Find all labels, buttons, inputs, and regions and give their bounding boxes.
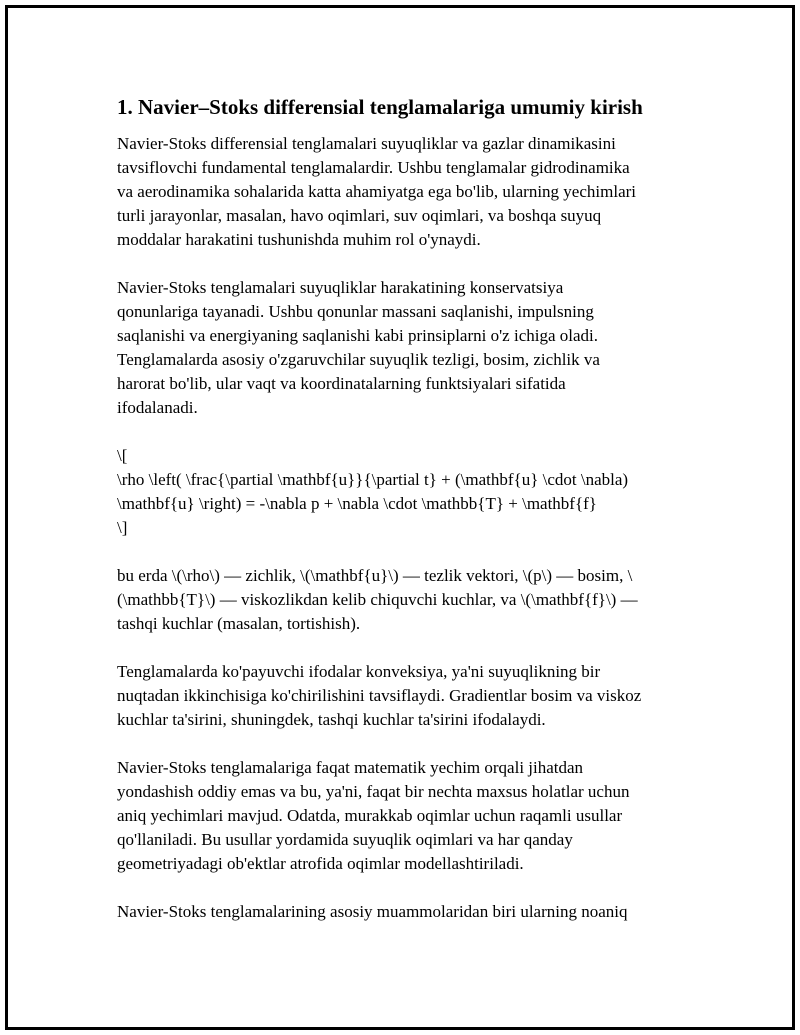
- text-line: moddalar harakatini tushunishda muhim rol o'ynaydi.: [117, 230, 481, 249]
- text-line: geometriyadagi ob'ektlar atrofida oqimlar modellashtiriladi.: [117, 854, 524, 873]
- text-line: va aerodinamika sohalarida katta ahamiyatga ega bo'lib, ularning yechimlari: [117, 182, 636, 201]
- document-body: [117, 94, 692, 948]
- text-line: Navier-Stoks tenglamalariga faqat matematik yechim orqali jihatdan: [117, 758, 584, 777]
- text-line: nuqtadan ikkinchisiga ko'chirilishini tavsiflaydi. Gradientlar bosim va viskoz: [117, 686, 642, 705]
- text-line: tashqi kuchlar (masalan, tortishish).: [117, 614, 361, 633]
- paragraph-convection: [117, 660, 692, 732]
- text-line: qo'llaniladi. Bu usullar yordamida suyuqlik oqimlari va har qanday: [117, 830, 573, 849]
- text-line: qonunlariga tayanadi. Ushbu qonunlar massani saqlanishi, impulsning: [117, 302, 594, 321]
- text-line: Navier-Stoks tenglamalari suyuqliklar harakatining konservatsiya: [117, 278, 564, 297]
- text-line: kuchlar ta'sirini, shuningdek, tashqi kuchlar ta'sirini ifodalaydi.: [117, 710, 546, 729]
- text-line: Navier-Stoks differensial tenglamalari suyuqliklar va gazlar dinamikasini: [117, 134, 616, 153]
- text-line: saqlanishi va energiyaning saqlanishi kabi prinsiplarni o'z ichiga oladi.: [117, 326, 598, 345]
- paragraph-problems: [117, 900, 692, 924]
- equation-line: \rho \left( \frac{\partial \mathbf{u}}{\partial t} + (\mathbf{u} \cdot \nabla): [117, 470, 629, 489]
- text-line: (\mathbb{T}\) — viskozlikdan kelib chiquvchi kuchlar, va \(\mathbf{f}\) —: [117, 590, 638, 609]
- section-heading: 1. Navier–Stoks differensial tenglamalariga umumiy kirish: [117, 95, 643, 119]
- paragraph-intro: [117, 132, 692, 252]
- paragraph-conservation: [117, 276, 692, 420]
- text-line: harorat bo'lib, ular vaqt va koordinatalarning funktsiyalari sifatida: [117, 374, 566, 393]
- text-line: bu erda \(\rho\) — zichlik, \(\mathbf{u}\) — tezlik vektori, \(p\) — bosim, \: [117, 566, 633, 585]
- paragraph-variables: [117, 564, 692, 636]
- text-line: ifodalanadi.: [117, 398, 198, 417]
- text-line: tavsiflovchi fundamental tenglamalardir. Ushbu tenglamalar gidrodinamika: [117, 158, 630, 177]
- equation-block: [117, 444, 692, 540]
- text-line: Tenglamalarda ko'payuvchi ifodalar konveksiya, ya'ni suyuqlikning bir: [117, 662, 601, 681]
- equation-line: \[: [117, 446, 128, 465]
- equation-line: \]: [117, 518, 128, 537]
- text-line: Tenglamalarda asosiy o'zgaruvchilar suyuqlik tezligi, bosim, zichlik va: [117, 350, 600, 369]
- text-line: aniq yechimlari mavjud. Odatda, murakkab oqimlar uchun raqamli usullar: [117, 806, 623, 825]
- equation-line: \mathbf{u} \right) = -\nabla p + \nabla \cdot \mathbb{T} + \mathbf{f}: [117, 494, 597, 513]
- paragraph-solutions: [117, 756, 692, 876]
- text-line: Navier-Stoks tenglamalarining asosiy muammolaridan biri ularning noaniq: [117, 902, 628, 921]
- text-line: turli jarayonlar, masalan, havo oqimlari, suv oqimlari, va boshqa suyuq: [117, 206, 602, 225]
- text-line: yondashish oddiy emas va bu, ya'ni, faqat bir nechta maxsus holatlar uchun: [117, 782, 630, 801]
